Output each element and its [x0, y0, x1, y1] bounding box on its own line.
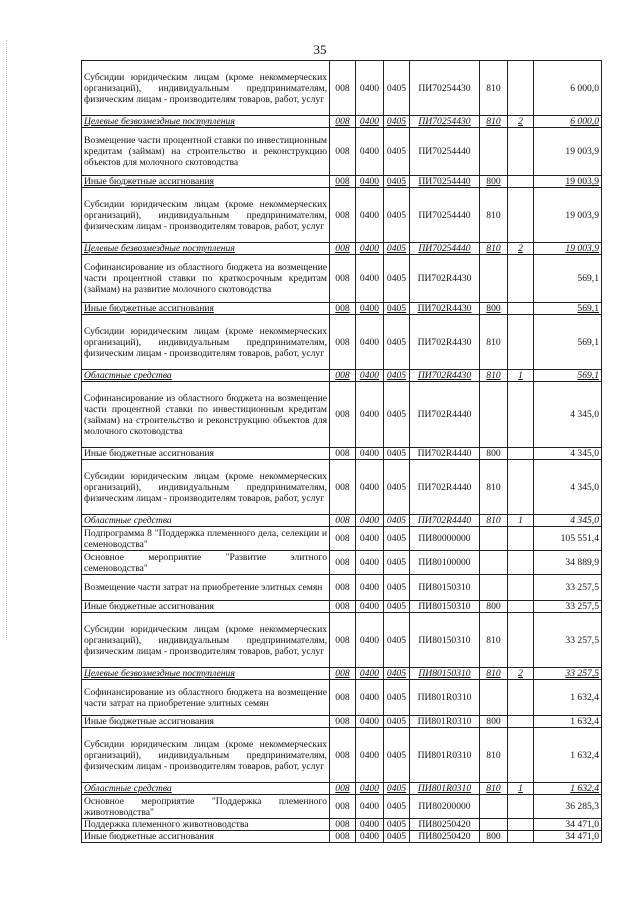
target-article-code: ПИ801R0310 [410, 783, 480, 795]
funding-source-code [508, 613, 534, 668]
row-name: Иные бюджетные ассигнования [82, 831, 330, 843]
target-article-code: ПИ702R4440 [410, 460, 480, 515]
section-code: 0400 [356, 551, 384, 575]
section-code: 0400 [356, 116, 384, 128]
funding-source-code: 2 [508, 668, 534, 680]
row-name: Софинансирование из областного бюджета на возмещение части затрат на приобретение элитных семян [82, 680, 330, 716]
funding-source-code [508, 680, 534, 716]
table-row [82, 795, 602, 819]
funding-source-code: 2 [508, 116, 534, 128]
table-row [82, 728, 602, 783]
funding-source-code [508, 795, 534, 819]
subsection-code: 0405 [384, 716, 410, 728]
section-code: 0400 [356, 668, 384, 680]
amount: 1 632,4 [534, 680, 602, 716]
section-code: 0400 [356, 460, 384, 515]
target-article-code: ПИ801R0310 [410, 680, 480, 716]
table-row [82, 460, 602, 515]
subsection-code: 0405 [384, 116, 410, 128]
ministry-code: 008 [330, 460, 356, 515]
row-name: Целевые безвозмездные поступления [82, 243, 330, 255]
subsection-code: 0405 [384, 527, 410, 551]
row-name: Основное мероприятие "Поддержка племенного животноводства" [82, 795, 330, 819]
funding-source-code [508, 831, 534, 843]
page-number: 35 [313, 42, 327, 57]
section-code: 0400 [356, 831, 384, 843]
row-name: Возмещение части затрат на приобретение элитных семян [82, 575, 330, 601]
table-row [82, 680, 602, 716]
section-code: 0400 [356, 527, 384, 551]
amount: 569,1 [534, 370, 602, 382]
amount: 19 003,9 [534, 128, 602, 176]
expense-type-code: 800 [480, 176, 508, 188]
section-code: 0400 [356, 370, 384, 382]
row-name: Иные бюджетные ассигнования [82, 601, 330, 613]
expense-type-code [480, 128, 508, 176]
section-code: 0400 [356, 601, 384, 613]
row-name: Субсидии юридическим лицам (кроме некоммерческих организаций), индивидуальным предпринимателям, физическим лицам - производителям товаров, работ, услуг [82, 61, 330, 116]
expense-type-code: 810 [480, 783, 508, 795]
table-row [82, 315, 602, 370]
row-name: Областные средства [82, 370, 330, 382]
target-article-code: ПИ80250420 [410, 831, 480, 843]
amount: 34 471,0 [534, 819, 602, 831]
expense-type-code: 810 [480, 315, 508, 370]
section-code: 0400 [356, 448, 384, 460]
row-name: Иные бюджетные ассигнования [82, 303, 330, 315]
ministry-code: 008 [330, 382, 356, 448]
section-code: 0400 [356, 716, 384, 728]
subsection-code: 0405 [384, 728, 410, 783]
subsection-code: 0405 [384, 176, 410, 188]
target-article-code: ПИ80250420 [410, 819, 480, 831]
section-code: 0400 [356, 795, 384, 819]
subsection-code: 0405 [384, 128, 410, 176]
ministry-code: 008 [330, 668, 356, 680]
ministry-code: 008 [330, 303, 356, 315]
budget-table [81, 60, 602, 843]
subsection-code: 0405 [384, 613, 410, 668]
subsection-code: 0405 [384, 61, 410, 116]
table-row [82, 819, 602, 831]
funding-source-code [508, 575, 534, 601]
amount: 4 345,0 [534, 382, 602, 448]
subsection-code: 0405 [384, 315, 410, 370]
table-row [82, 668, 602, 680]
ministry-code: 008 [330, 116, 356, 128]
amount: 105 551,4 [534, 527, 602, 551]
subsection-code: 0405 [384, 575, 410, 601]
ministry-code: 008 [330, 255, 356, 303]
table-row [82, 243, 602, 255]
expense-type-code: 800 [480, 448, 508, 460]
row-name: Целевые безвозмездные поступления [82, 116, 330, 128]
ministry-code: 008 [330, 601, 356, 613]
scan-margin-line [6, 40, 7, 640]
funding-source-code [508, 382, 534, 448]
section-code: 0400 [356, 680, 384, 716]
ministry-code: 008 [330, 728, 356, 783]
target-article-code: ПИ702R4430 [410, 315, 480, 370]
section-code: 0400 [356, 783, 384, 795]
table-row [82, 61, 602, 116]
target-article-code: ПИ70254430 [410, 116, 480, 128]
expense-type-code: 810 [480, 188, 508, 243]
subsection-code: 0405 [384, 551, 410, 575]
target-article-code: ПИ70254440 [410, 128, 480, 176]
funding-source-code [508, 176, 534, 188]
target-article-code: ПИ80200000 [410, 795, 480, 819]
target-article-code: ПИ702R4440 [410, 382, 480, 448]
subsection-code: 0405 [384, 668, 410, 680]
target-article-code: ПИ70254440 [410, 188, 480, 243]
expense-type-code: 810 [480, 515, 508, 527]
section-code: 0400 [356, 243, 384, 255]
funding-source-code [508, 255, 534, 303]
ministry-code: 008 [330, 61, 356, 116]
ministry-code: 008 [330, 128, 356, 176]
expense-type-code: 800 [480, 601, 508, 613]
target-article-code: ПИ80150310 [410, 668, 480, 680]
section-code: 0400 [356, 176, 384, 188]
ministry-code: 008 [330, 515, 356, 527]
subsection-code: 0405 [384, 680, 410, 716]
ministry-code: 008 [330, 243, 356, 255]
funding-source-code [508, 188, 534, 243]
funding-source-code [508, 527, 534, 551]
amount: 4 345,0 [534, 515, 602, 527]
ministry-code: 008 [330, 188, 356, 243]
target-article-code: ПИ801R0310 [410, 728, 480, 783]
target-article-code: ПИ70254440 [410, 243, 480, 255]
expense-type-code: 800 [480, 831, 508, 843]
ministry-code: 008 [330, 551, 356, 575]
target-article-code: ПИ702R4440 [410, 515, 480, 527]
table-row [82, 613, 602, 668]
ministry-code: 008 [330, 527, 356, 551]
amount: 6 000,0 [534, 61, 602, 116]
target-article-code: ПИ80150310 [410, 575, 480, 601]
ministry-code: 008 [330, 448, 356, 460]
ministry-code: 008 [330, 613, 356, 668]
expense-type-code: 800 [480, 716, 508, 728]
funding-source-code [508, 551, 534, 575]
amount: 33 257,5 [534, 613, 602, 668]
table-row [82, 527, 602, 551]
funding-source-code [508, 315, 534, 370]
table-row [82, 575, 602, 601]
table-row [82, 831, 602, 843]
expense-type-code: 800 [480, 303, 508, 315]
funding-source-code [508, 128, 534, 176]
funding-source-code: 1 [508, 783, 534, 795]
ministry-code: 008 [330, 680, 356, 716]
funding-source-code [508, 819, 534, 831]
row-name: Поддержка племенного животноводства [82, 819, 330, 831]
target-article-code: ПИ702R4430 [410, 370, 480, 382]
row-name: Иные бюджетные ассигнования [82, 716, 330, 728]
amount: 33 257,5 [534, 668, 602, 680]
subsection-code: 0405 [384, 188, 410, 243]
expense-type-code: 810 [480, 728, 508, 783]
amount: 34 889,9 [534, 551, 602, 575]
section-code: 0400 [356, 515, 384, 527]
amount: 6 000,0 [534, 116, 602, 128]
subsection-code: 0405 [384, 819, 410, 831]
amount: 569,1 [534, 303, 602, 315]
row-name: Целевые безвозмездные поступления [82, 668, 330, 680]
expense-type-code: 810 [480, 668, 508, 680]
amount: 36 285,3 [534, 795, 602, 819]
table-row [82, 303, 602, 315]
row-name: Основное мероприятие "Развитие элитного семеноводства" [82, 551, 330, 575]
funding-source-code [508, 601, 534, 613]
expense-type-code [480, 551, 508, 575]
amount: 1 632,4 [534, 728, 602, 783]
ministry-code: 008 [330, 795, 356, 819]
table-row [82, 601, 602, 613]
target-article-code: ПИ70254440 [410, 176, 480, 188]
expense-type-code [480, 680, 508, 716]
section-code: 0400 [356, 128, 384, 176]
amount: 33 257,5 [534, 601, 602, 613]
section-code: 0400 [356, 613, 384, 668]
subsection-code: 0405 [384, 795, 410, 819]
amount: 34 471,0 [534, 831, 602, 843]
expense-type-code [480, 819, 508, 831]
table-row [82, 176, 602, 188]
section-code: 0400 [356, 728, 384, 783]
ministry-code: 008 [330, 575, 356, 601]
funding-source-code [508, 61, 534, 116]
expense-type-code: 810 [480, 243, 508, 255]
funding-source-code [508, 716, 534, 728]
table-row [82, 188, 602, 243]
row-name: Областные средства [82, 783, 330, 795]
row-name: Подпрограмма 8 "Поддержка племенного дела, селекции и семеноводства" [82, 527, 330, 551]
ministry-code: 008 [330, 315, 356, 370]
funding-source-code: 2 [508, 243, 534, 255]
subsection-code: 0405 [384, 370, 410, 382]
section-code: 0400 [356, 188, 384, 243]
ministry-code: 008 [330, 783, 356, 795]
subsection-code: 0405 [384, 783, 410, 795]
funding-source-code [508, 460, 534, 515]
amount: 19 003,9 [534, 176, 602, 188]
table-row [82, 370, 602, 382]
row-name: Иные бюджетные ассигнования [82, 176, 330, 188]
row-name: Субсидии юридическим лицам (кроме некоммерческих организаций), индивидуальным предпринимателям, физическим лицам - производителям товаров, работ, услуг [82, 728, 330, 783]
target-article-code: ПИ80100000 [410, 551, 480, 575]
expense-type-code [480, 527, 508, 551]
table-row [82, 128, 602, 176]
section-code: 0400 [356, 255, 384, 303]
funding-source-code [508, 303, 534, 315]
funding-source-code [508, 728, 534, 783]
table-row [82, 783, 602, 795]
row-name: Возмещение части процентной ставки по инвестиционным кредитам (займам) на строительство и реконструкцию объектов для молочного скотоводства [82, 128, 330, 176]
table-row [82, 382, 602, 448]
row-name: Субсидии юридическим лицам (кроме некоммерческих организаций), индивидуальным предпринимателям, физическим лицам - производителям товаров, работ, услуг [82, 315, 330, 370]
table-row [82, 255, 602, 303]
target-article-code: ПИ80000000 [410, 527, 480, 551]
table-body [82, 61, 602, 843]
target-article-code: ПИ80150310 [410, 613, 480, 668]
ministry-code: 008 [330, 176, 356, 188]
target-article-code: ПИ70254430 [410, 61, 480, 116]
table-row [82, 116, 602, 128]
target-article-code: ПИ702R4440 [410, 448, 480, 460]
subsection-code: 0405 [384, 831, 410, 843]
amount: 19 003,9 [534, 188, 602, 243]
row-name: Софинансирование из областного бюджета на возмещение части процентной ставки по инвестиционным кредитам (займам) на строительство и реконструкцию объектов для молочного скотоводства [82, 382, 330, 448]
expense-type-code: 810 [480, 61, 508, 116]
ministry-code: 008 [330, 831, 356, 843]
subsection-code: 0405 [384, 448, 410, 460]
subsection-code: 0405 [384, 515, 410, 527]
target-article-code: ПИ80150310 [410, 601, 480, 613]
target-article-code: ПИ702R4430 [410, 303, 480, 315]
expense-type-code: 810 [480, 460, 508, 515]
subsection-code: 0405 [384, 460, 410, 515]
section-code: 0400 [356, 819, 384, 831]
amount: 1 632,4 [534, 783, 602, 795]
funding-source-code [508, 448, 534, 460]
section-code: 0400 [356, 315, 384, 370]
expense-type-code: 810 [480, 370, 508, 382]
subsection-code: 0405 [384, 382, 410, 448]
funding-source-code: 1 [508, 370, 534, 382]
target-article-code: ПИ702R4430 [410, 255, 480, 303]
expense-type-code [480, 255, 508, 303]
ministry-code: 008 [330, 819, 356, 831]
ministry-code: 008 [330, 370, 356, 382]
expense-type-code [480, 382, 508, 448]
section-code: 0400 [356, 61, 384, 116]
row-name: Субсидии юридическим лицам (кроме некоммерческих организаций), индивидуальным предпринимателям, физическим лицам - производителям товаров, работ, услуг [82, 613, 330, 668]
amount: 569,1 [534, 255, 602, 303]
subsection-code: 0405 [384, 243, 410, 255]
amount: 19 003,9 [534, 243, 602, 255]
expense-type-code: 810 [480, 613, 508, 668]
amount: 569,1 [534, 315, 602, 370]
amount: 4 345,0 [534, 460, 602, 515]
funding-source-code: 1 [508, 515, 534, 527]
row-name: Иные бюджетные ассигнования [82, 448, 330, 460]
table-row [82, 515, 602, 527]
row-name: Субсидии юридическим лицам (кроме некоммерческих организаций), индивидуальным предпринимателям, физическим лицам - производителям товаров, работ, услуг [82, 188, 330, 243]
expense-type-code [480, 575, 508, 601]
section-code: 0400 [356, 382, 384, 448]
section-code: 0400 [356, 303, 384, 315]
row-name: Софинансирование из областного бюджета на возмещение части процентной ставки по краткосрочным кредитам (займам) на развитие молочного скотоводства [82, 255, 330, 303]
section-code: 0400 [356, 575, 384, 601]
amount: 33 257,5 [534, 575, 602, 601]
row-name: Областные средства [82, 515, 330, 527]
amount: 1 632,4 [534, 716, 602, 728]
expense-type-code: 810 [480, 116, 508, 128]
subsection-code: 0405 [384, 303, 410, 315]
ministry-code: 008 [330, 716, 356, 728]
table-row [82, 716, 602, 728]
subsection-code: 0405 [384, 255, 410, 303]
amount: 4 345,0 [534, 448, 602, 460]
table-row [82, 551, 602, 575]
expense-type-code [480, 795, 508, 819]
row-name: Субсидии юридическим лицам (кроме некоммерческих организаций), индивидуальным предпринимателям, физическим лицам - производителям товаров, работ, услуг [82, 460, 330, 515]
target-article-code: ПИ801R0310 [410, 716, 480, 728]
subsection-code: 0405 [384, 601, 410, 613]
table-row [82, 448, 602, 460]
